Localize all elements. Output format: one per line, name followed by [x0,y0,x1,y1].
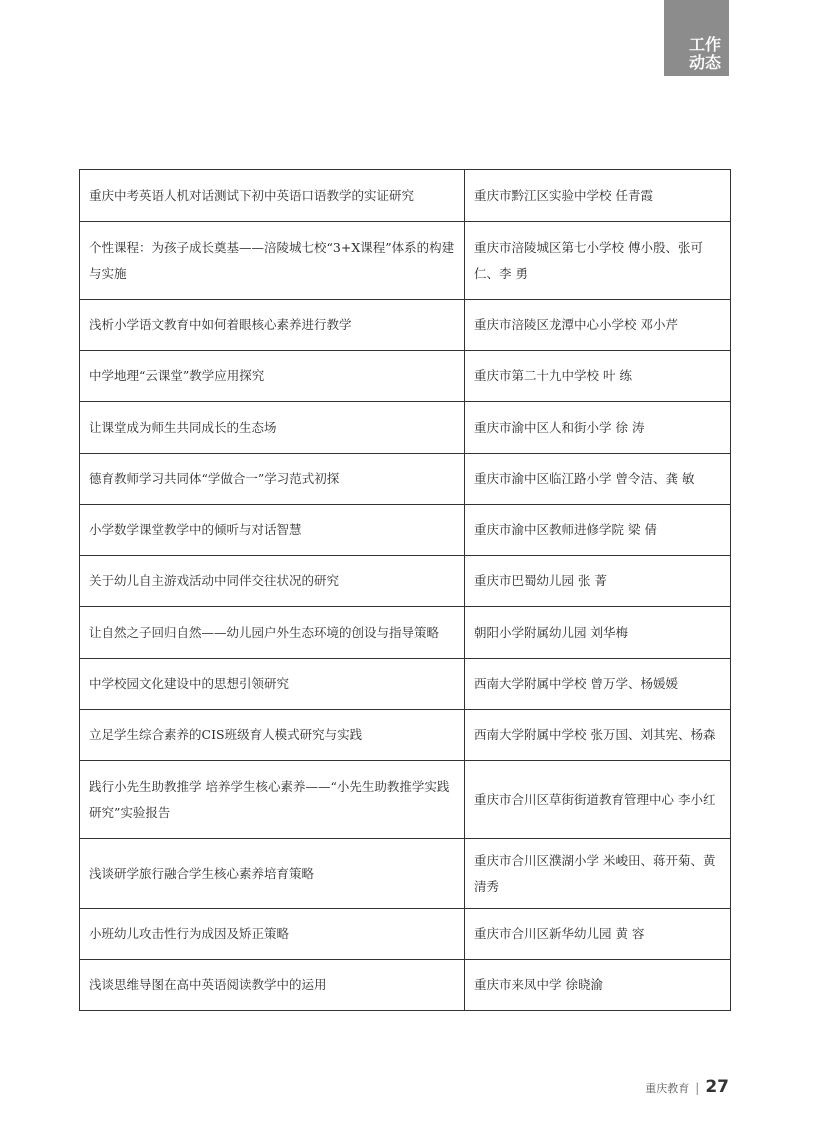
table-row [80,659,731,710]
award-table [79,169,731,1011]
paper-title-cell: 让自然之子回归自然——幼儿园户外生态环境的创设与指导策略 [80,607,465,659]
author-unit-cell: 重庆市渝中区人和街小学 徐 涛 [465,402,731,454]
author-unit-cell: 重庆市来凤中学 徐晓渝 [465,960,731,1011]
paper-title-cell: 践行小先生助教推学 培养学生核心素养——“小先生助教推学实践研究”实验报告 [80,761,465,839]
journal-name: 重庆教育 [645,1082,690,1095]
table-row [80,351,731,402]
paper-title-cell: 德育教师学习共同体“学做合一”学习范式初探 [80,454,465,505]
paper-title-cell: 关于幼儿自主游戏活动中同伴交往状况的研究 [80,556,465,607]
paper-title-cell: 浅谈思维导图在高中英语阅读教学中的运用 [80,960,465,1011]
author-unit-cell: 重庆市渝中区临江路小学 曾令洁、龚 敏 [465,454,731,505]
table-row [80,222,731,300]
section-tab-line2: 动态 [688,53,721,72]
table-row [80,556,731,607]
author-unit-cell: 重庆市渝中区教师进修学院 梁 倩 [465,505,731,556]
section-tab-line1: 工作 [688,35,721,54]
author-unit-cell: 西南大学附属中学校 曾万学、杨媛媛 [465,659,731,710]
table-row [80,607,731,659]
author-unit-cell: 重庆市合川区新华幼儿园 黄 容 [465,909,731,960]
table-row [80,839,731,909]
author-unit-cell: 朝阳小学附属幼儿园 刘华梅 [465,607,731,659]
table-row [80,960,731,1011]
table-row [80,761,731,839]
paper-title-cell: 个性课程：为孩子成长奠基——涪陵城七校“3+X课程”体系的构建与实施 [80,222,465,300]
author-unit-cell: 重庆市第二十九中学校 叶 练 [465,351,731,402]
author-unit-cell: 重庆市涪陵城区第七小学校 傅小殷、张可仁、李 勇 [465,222,731,300]
author-unit-cell: 重庆市巴蜀幼儿园 张 菁 [465,556,731,607]
author-unit-cell: 重庆市黔江区实验中学校 任青霞 [465,170,731,222]
section-tab [664,0,729,76]
author-unit-cell: 重庆市涪陵区龙潭中心小学校 邓小芹 [465,300,731,351]
table-row [80,505,731,556]
author-unit-cell: 重庆市合川区草街街道教育管理中心 李小红 [465,761,731,839]
author-unit-cell: 重庆市合川区濮湖小学 米峻田、蒋开菊、黄清秀 [465,839,731,909]
table-row [80,710,731,761]
table-row [80,170,731,222]
paper-title-cell: 中学地理“云课堂”教学应用探究 [80,351,465,402]
paper-title-cell: 中学校园文化建设中的思想引领研究 [80,659,465,710]
paper-title-cell: 浅谈研学旅行融合学生核心素养培育策略 [80,839,465,909]
paper-title-cell: 重庆中考英语人机对话测试下初中英语口语教学的实证研究 [80,170,465,222]
paper-title-cell: 小班幼儿攻击性行为成因及矫正策略 [80,909,465,960]
page-number: 27 [705,1077,729,1097]
paper-title-cell: 小学数学课堂教学中的倾听与对话智慧 [80,505,465,556]
table-row [80,300,731,351]
award-table-body [80,170,731,1011]
paper-title-cell: 立足学生综合素养的CIS班级育人模式研究与实践 [80,710,465,761]
table-row [80,402,731,454]
paper-title-cell: 让课堂成为师生共同成长的生态场 [80,402,465,454]
paper-title-cell: 浅析小学语文教育中如何着眼核心素养进行教学 [80,300,465,351]
table-row [80,909,731,960]
author-unit-cell: 西南大学附属中学校 张万国、刘其宪、杨森 [465,710,731,761]
footer-separator: | [695,1081,700,1095]
table-row [80,454,731,505]
page-footer [645,1077,729,1097]
